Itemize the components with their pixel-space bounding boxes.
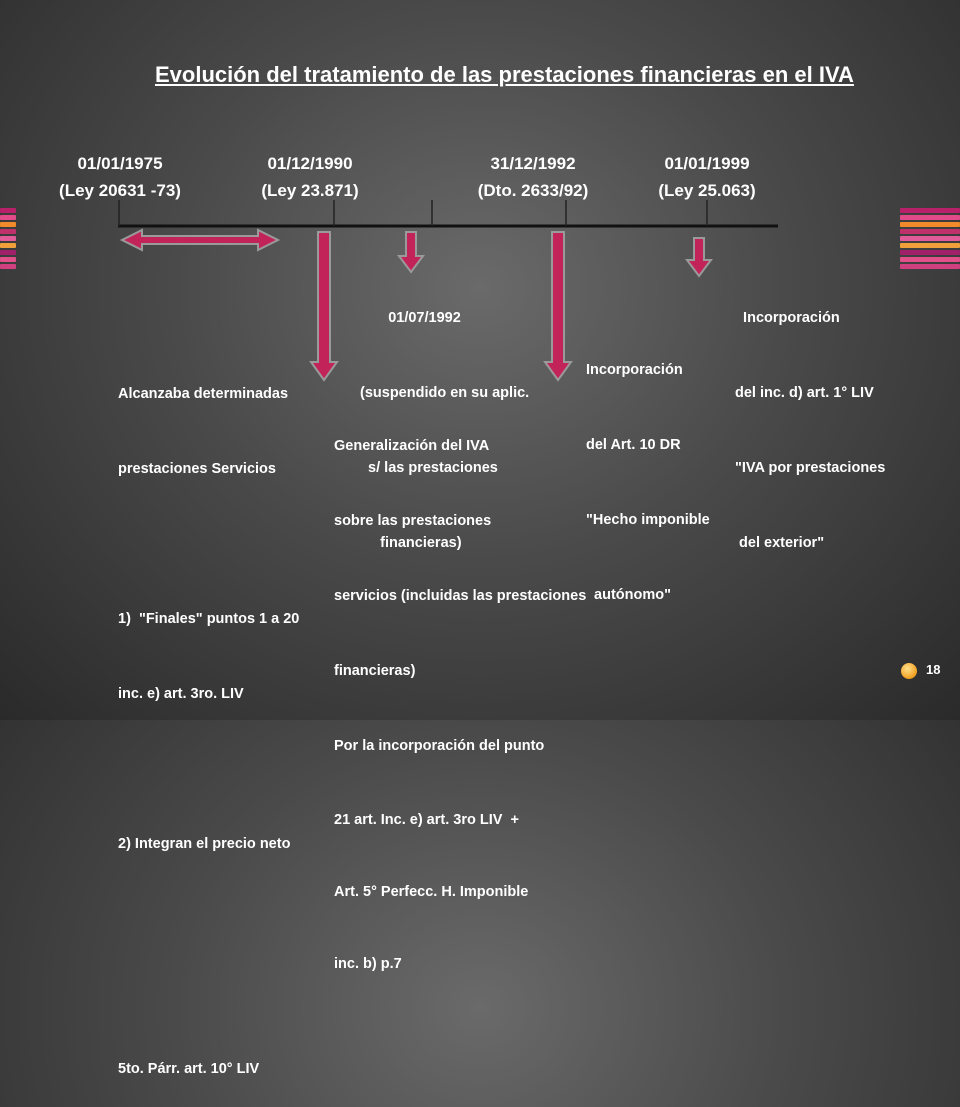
text-line xyxy=(118,907,299,932)
text-line: Generalización del IVA xyxy=(334,438,490,454)
text-line: inc. e) art. 3ro. LIV xyxy=(118,686,244,702)
text-line: Incorporación xyxy=(586,362,683,378)
text-line: del exterior" xyxy=(735,535,825,551)
date-label: 01/12/1990 xyxy=(267,154,353,173)
double-arrow-icon xyxy=(122,230,278,250)
text-line: Alcanzaba determinadas xyxy=(118,386,289,402)
text-line: autónomo" xyxy=(586,587,672,603)
text-line xyxy=(118,757,299,782)
text-line: 2) Integran el precio neto xyxy=(118,836,291,852)
down-arrow-icon xyxy=(311,232,337,380)
law-label: (Dto. 2633/92) xyxy=(477,181,589,200)
down-arrow-icon xyxy=(545,232,571,380)
law-label: (Ley 25.063) xyxy=(658,181,756,200)
text-line: servicios (incluidas las prestaciones xyxy=(334,588,587,604)
law-label: (Ley 20631 -73) xyxy=(59,181,181,200)
text-line: Art. 5° Perfecc. H. Imponible xyxy=(334,884,529,900)
text-line: "Hecho imponible xyxy=(586,512,710,528)
text-line: sobre las prestaciones xyxy=(334,513,492,529)
block-1992-incorporation xyxy=(586,308,710,633)
text-line: financieras) xyxy=(334,663,416,679)
text-line: del inc. d) art. 1° LIV xyxy=(735,385,874,401)
law-label: (Ley 23.871) xyxy=(261,181,359,200)
slide-title: Evolución del tratamiento de las prestaciones financieras en el IVA xyxy=(155,62,854,87)
text-line: 5to. Párr. art. 10° LIV xyxy=(118,1061,260,1077)
page-dot-icon xyxy=(901,663,917,679)
text-line: Incorporación xyxy=(735,310,840,326)
text-line xyxy=(118,982,299,1007)
text-line: 21 art. Inc. e) art. 3ro LIV + xyxy=(334,812,519,828)
page-number: 18 xyxy=(926,662,941,677)
text-line: prestaciones Servicios xyxy=(118,461,276,477)
date-label: 31/12/1992 xyxy=(490,154,576,173)
text-line: inc. b) p.7 xyxy=(334,956,402,972)
text-line: financieras) xyxy=(360,535,462,551)
text-line: del Art. 10 DR xyxy=(586,437,681,453)
text-line: Por la incorporación del punto xyxy=(334,738,545,754)
text-line: "IVA por prestaciones xyxy=(735,460,886,476)
down-arrow-icon xyxy=(687,238,711,276)
text-line: s/ las prestaciones xyxy=(360,460,498,476)
block-1992-suspension xyxy=(360,256,529,581)
text-line: 1) "Finales" puntos 1 a 20 xyxy=(118,611,300,627)
text-line xyxy=(118,532,299,557)
text-line: 01/07/1992 xyxy=(360,310,461,326)
text-line: (suspendido en su aplic. xyxy=(360,385,530,401)
block-1999 xyxy=(735,256,885,581)
date-label: 01/01/1975 xyxy=(77,154,163,173)
date-label: 01/01/1999 xyxy=(664,154,750,173)
